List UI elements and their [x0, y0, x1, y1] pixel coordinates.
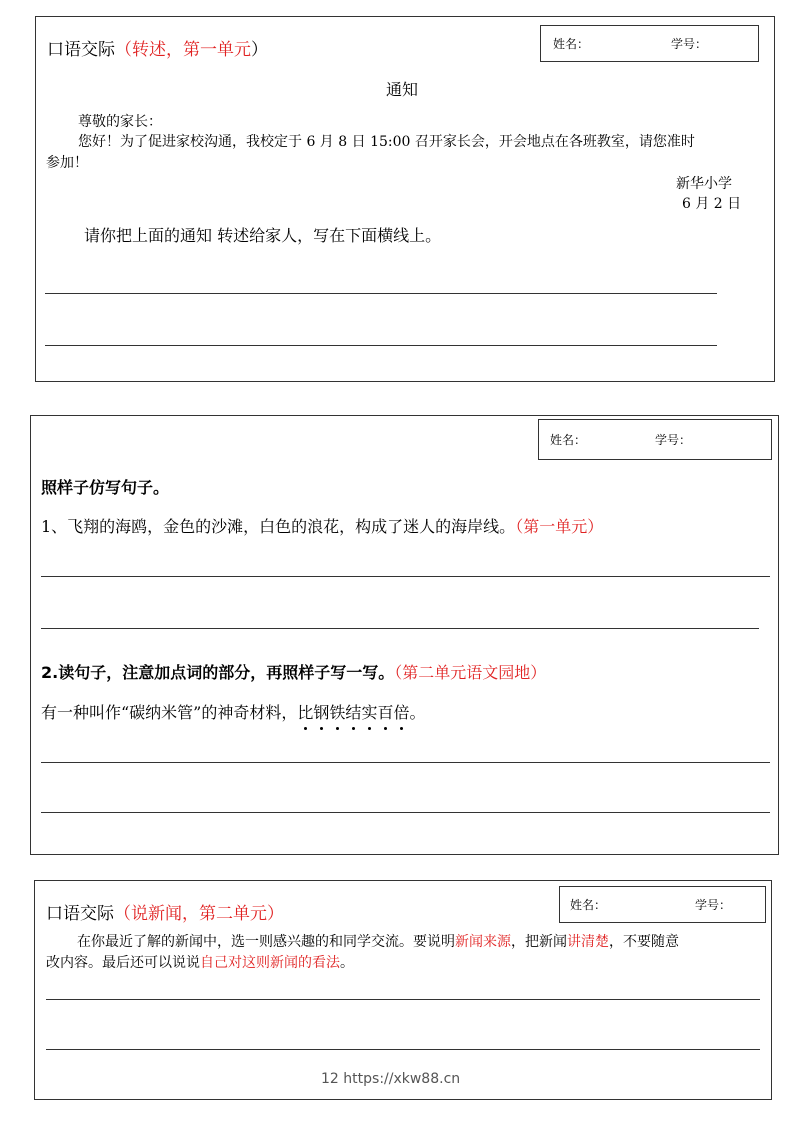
notice-signature: 新华小学: [676, 176, 732, 192]
answer-line[interactable]: [46, 1049, 760, 1050]
answer-line[interactable]: [41, 762, 770, 763]
dotted-char: 倍: [393, 700, 409, 723]
question-1: 1、飞翔的海鸥，金色的沙滩，白色的浪花，构成了迷人的海岸线。（第一单元）: [41, 517, 604, 536]
notice-greeting: 尊敬的家长：: [78, 114, 162, 130]
answer-line[interactable]: [45, 345, 717, 346]
news-instruction-line1: 在你最近了解的新闻中，选一则感兴趣的和同学交流。要说明新闻来源，把新闻讲清楚，不要随意: [77, 934, 679, 950]
retell-instruction: 请你把上面的通知 转述给家人，写在下面横线上。: [84, 226, 442, 245]
section-sentence-imitation-card: [30, 415, 779, 855]
news-instruction-line2: 改内容。最后还可以说说自己对这则新闻的看法。: [46, 955, 354, 971]
answer-line[interactable]: [41, 812, 770, 813]
section-oral-retell-card: [35, 16, 775, 382]
name-label: 姓名：: [553, 37, 590, 51]
dotted-char: 比: [297, 700, 313, 723]
section-oral-news-card: [34, 880, 772, 1100]
section1-title: 口语交际（转述，第一单元）: [47, 40, 268, 60]
answer-line[interactable]: [41, 628, 759, 629]
answer-line[interactable]: [45, 293, 717, 294]
name-id-box: [559, 886, 766, 923]
page-number: 12: [321, 1071, 339, 1087]
name-id-box: [538, 419, 772, 460]
footer-url[interactable]: https://xkw88.cn: [343, 1071, 461, 1087]
answer-line[interactable]: [46, 999, 760, 1000]
student-id-label: 学号：: [695, 898, 732, 912]
question-2: 2.读句子，注意加点词的部分，再照样子写一写。（第二单元语文园地）: [41, 663, 547, 682]
page-footer: [321, 1071, 460, 1087]
name-label: 姓名：: [550, 433, 587, 447]
section2-heading: 照样子仿写句子。: [41, 478, 170, 497]
student-id-label: 学号：: [655, 433, 692, 447]
dotted-char: 百: [377, 700, 393, 723]
answer-line[interactable]: [41, 576, 770, 577]
example-sentence: 有一种叫作“碳纳米管”的神奇材料，比钢铁结实百倍。: [41, 700, 426, 723]
notice-date: 6 月 2 日: [682, 196, 742, 212]
dotted-char: 钢: [313, 700, 329, 723]
student-id-label: 学号：: [671, 37, 708, 51]
notice-title: 通知: [386, 80, 419, 99]
name-id-box: [540, 25, 759, 62]
dotted-char: 结: [345, 700, 361, 723]
dotted-char: 实: [361, 700, 377, 723]
notice-body-line2: 参加！: [46, 155, 88, 171]
notice-body-line1: 您好！为了促进家校沟通，我校定于 6 月 8 日 15:00 召开家长会，开会地点在各班教室，请您准时: [78, 134, 695, 150]
section3-title: 口语交际（说新闻，第二单元）: [46, 904, 284, 924]
name-label: 姓名：: [570, 898, 607, 912]
dotted-char: 铁: [329, 700, 345, 723]
